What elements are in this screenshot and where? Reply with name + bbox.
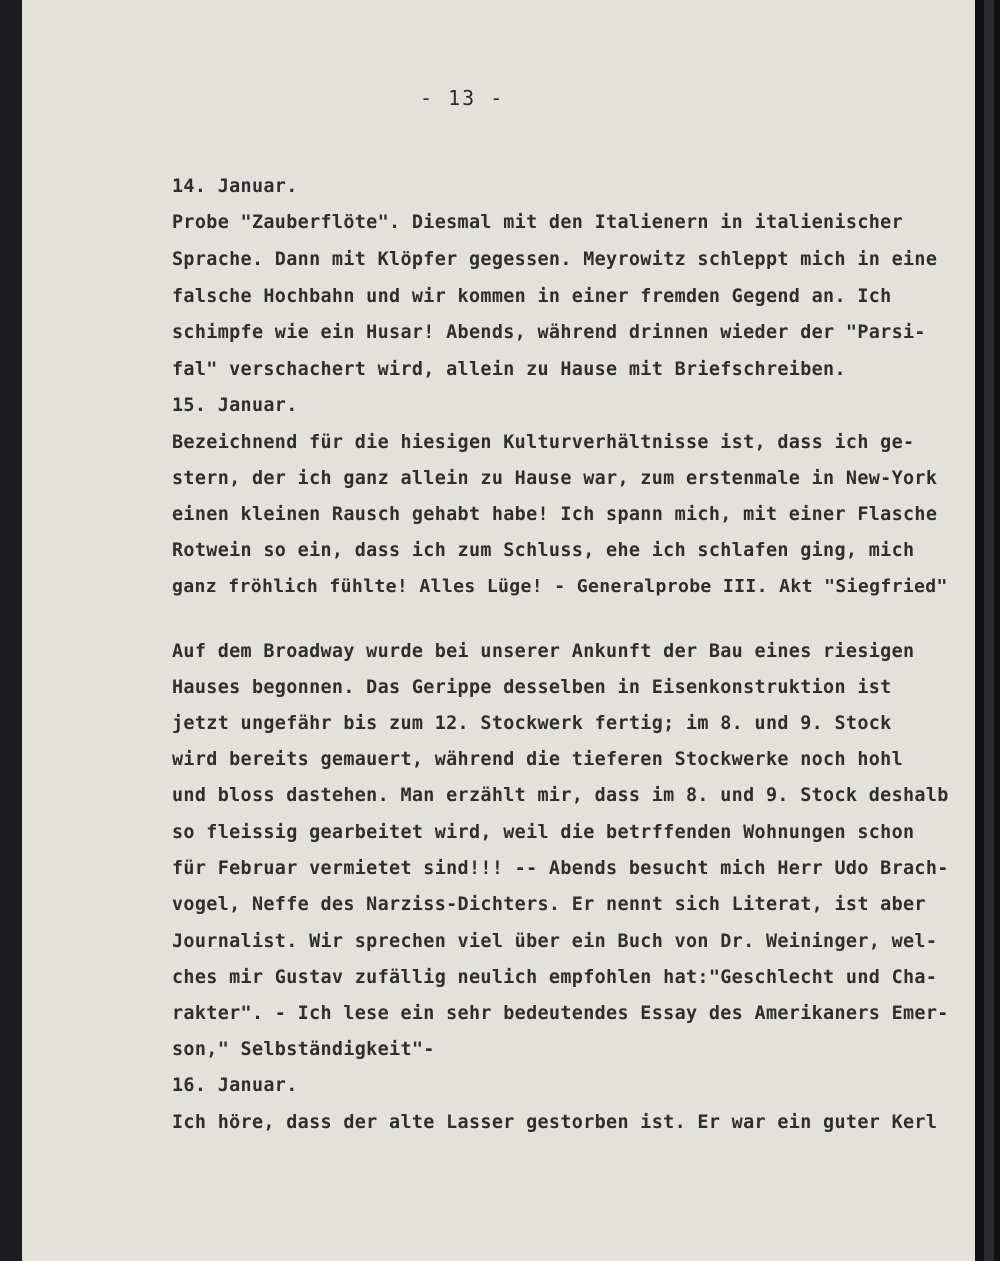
text-line: Bezeichnend für die hiesigen Kulturverhältnisse ist, dass ich ge- <box>172 432 915 453</box>
text-line: einen kleinen Rausch gehabt habe! Ich spann mich, mit einer Flasche <box>172 504 938 525</box>
text-line: son," Selbständigkeit"- <box>172 1039 435 1060</box>
scan-edge <box>975 0 1000 1261</box>
text-line: falsche Hochbahn und wir kommen in einer fremden Gegend an. Ich <box>172 286 892 307</box>
text-line: so fleissig gearbeitet wird, weil die betrffenden Wohnungen schon <box>172 822 915 843</box>
date-heading: 16. Januar. <box>172 1075 298 1096</box>
document-page <box>22 0 988 1261</box>
text-line: Rotwein so ein, dass ich zum Schluss, ehe ich schlafen ging, mich <box>172 540 915 561</box>
text-line: ganz fröhlich fühlte! Alles Lüge! - Generalprobe III. Akt "Siegfried" <box>172 576 948 597</box>
text-line: jetzt ungefähr bis zum 12. Stockwerk fertig; im 8. und 9. Stock <box>172 713 892 734</box>
text-line: ches mir Gustav zufällig neulich empfohlen hat:"Geschlecht und Cha- <box>172 967 938 988</box>
text-line: Probe "Zauberflöte". Diesmal mit den Italienern in italienischer <box>172 212 904 233</box>
text-line: vogel, Neffe des Narziss-Dichters. Er nennt sich Literat, ist aber <box>172 894 926 915</box>
text-line: und bloss dastehen. Man erzählt mir, dass im 8. und 9. Stock deshalb <box>172 785 949 806</box>
text-line: Auf dem Broadway wurde bei unserer Ankunft der Bau eines riesigen <box>172 641 915 662</box>
text-line: rakter". - Ich lese ein sehr bedeutendes Essay des Amerikaners Emer- <box>172 1003 949 1024</box>
page-number: - 13 - <box>420 86 505 110</box>
text-line: Ich höre, dass der alte Lasser gestorben ist. Er war ein guter Kerl <box>172 1112 938 1133</box>
text-line: Hauses begonnen. Das Gerippe desselben in Eisenkonstruktion ist <box>172 677 892 698</box>
text-line: schimpfe wie ein Husar! Abends, während drinnen wieder der "Parsi- <box>172 322 926 343</box>
text-line: stern, der ich ganz allein zu Hause war, zum erstenmale in New-York <box>172 468 938 489</box>
text-line: für Februar vermietet sind!!! -- Abends besucht mich Herr Udo Brach- <box>172 858 949 879</box>
text-line: Sprache. Dann mit Klöpfer gegessen. Meyrowitz schleppt mich in eine <box>172 249 938 270</box>
text-line: fal" verschachert wird, allein zu Hause mit Briefschreiben. <box>172 359 846 380</box>
text-line: wird bereits gemauert, während die tieferen Stockwerke noch hohl <box>172 749 904 770</box>
date-heading: 15. Januar. <box>172 395 298 416</box>
date-heading: 14. Januar. <box>172 176 298 197</box>
text-line: Journalist. Wir sprechen viel über ein Buch von Dr. Weininger, wel- <box>172 931 938 952</box>
